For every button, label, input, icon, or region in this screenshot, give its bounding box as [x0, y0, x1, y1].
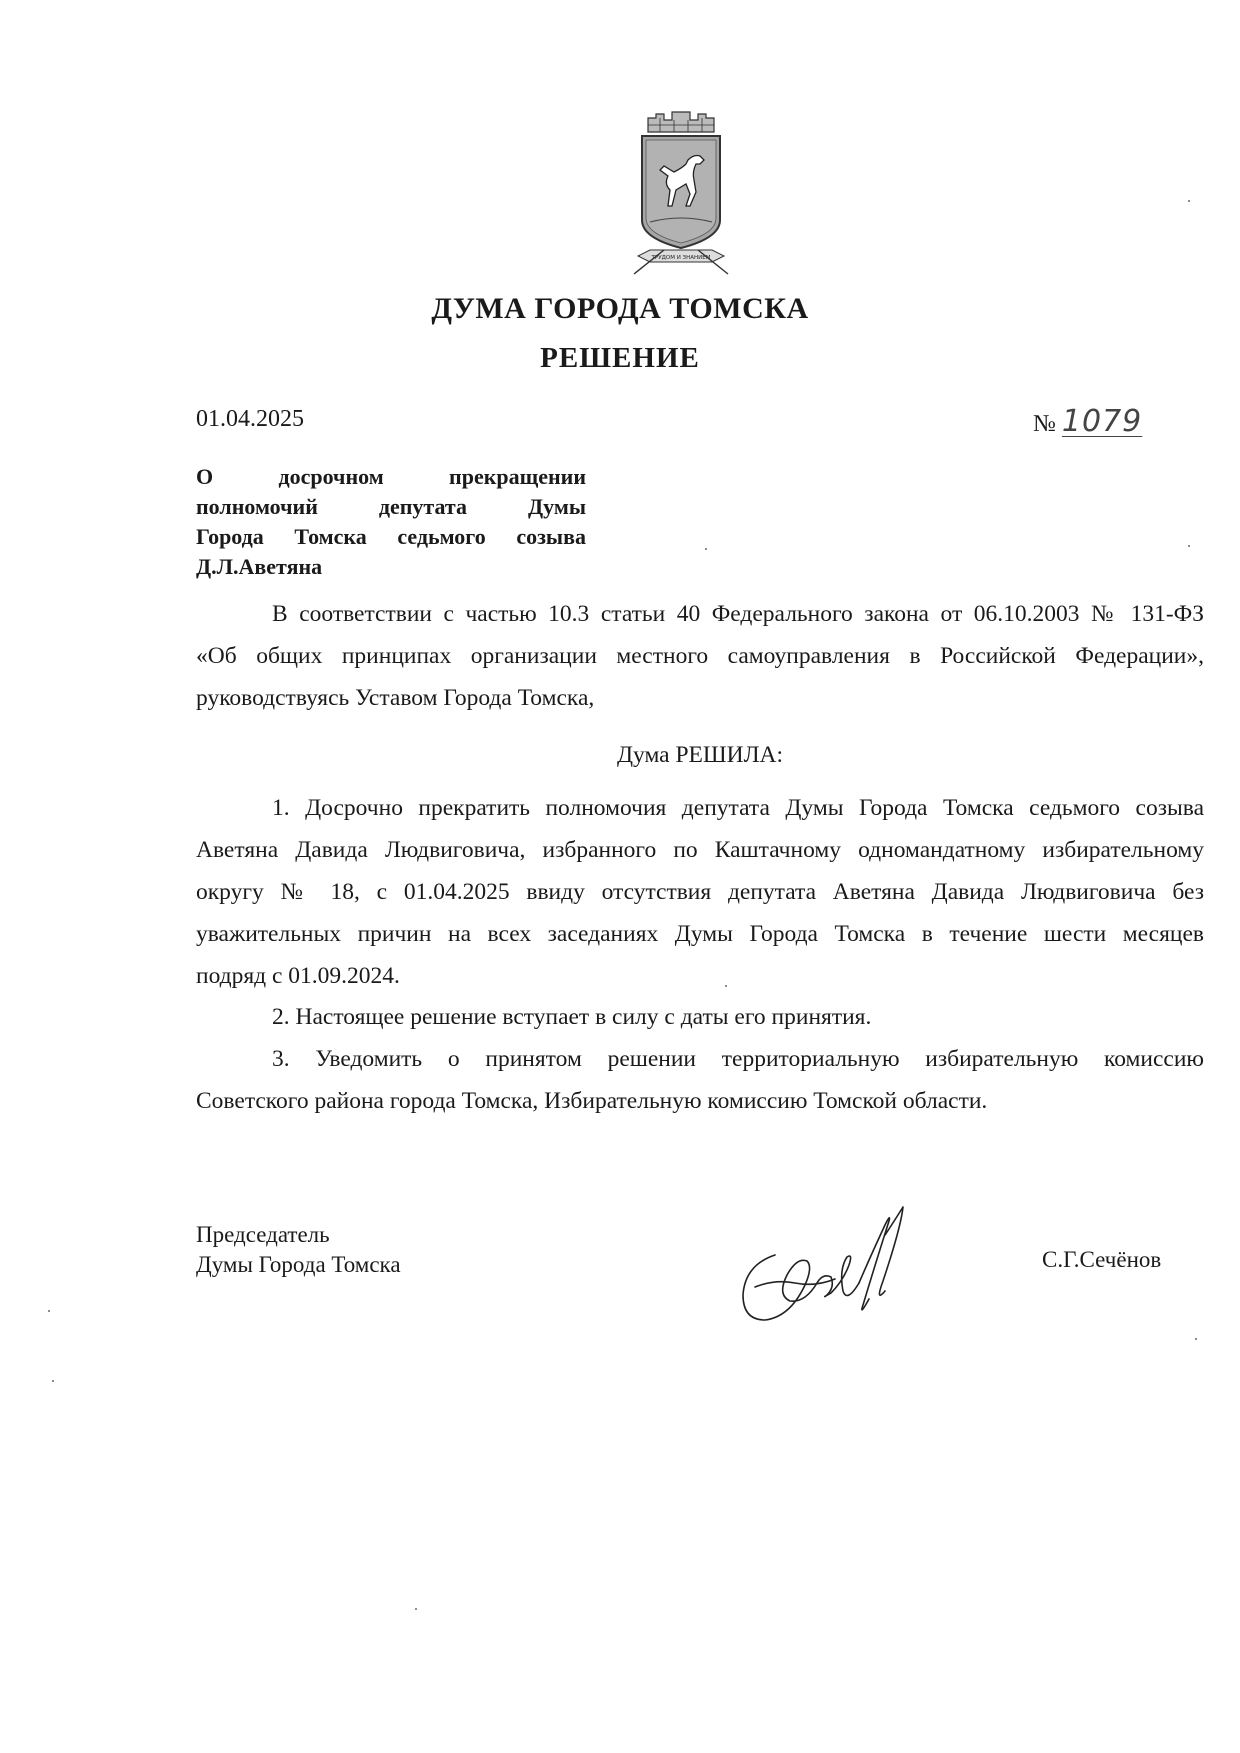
emblem-motto: ТРУДОМ И ЗНАНИЕМ — [651, 255, 711, 261]
scan-speck — [1188, 200, 1190, 202]
item-line: 2. Настоящее решение вступает в силу с даты его принятия. — [272, 1004, 872, 1030]
scan-speck — [705, 548, 707, 550]
item-line: округу № 18, с 01.04.2025 ввиду отсутствия депутата Аветяна Давида Людвиговича без — [196, 879, 1204, 905]
document-number — [1033, 404, 1142, 439]
scan-speck — [52, 1380, 54, 1382]
position-line: Председатель — [196, 1222, 330, 1247]
document-subject — [196, 462, 586, 582]
number-sign: № — [1033, 411, 1056, 437]
signatory-name: С.Г.Сечёнов — [1042, 1247, 1162, 1272]
coat-of-arms-emblem — [630, 110, 732, 280]
scan-speck — [48, 1310, 50, 1312]
decision-item-1 — [196, 787, 1204, 997]
scan-speck — [1188, 545, 1190, 547]
item-line: 3. Уведомить о принятом решении территориальную избирательную комиссию — [272, 1046, 1204, 1072]
subject-line: О досрочном прекращении — [196, 464, 586, 489]
handwritten-signature — [735, 1195, 915, 1335]
item-line: 1. Досрочно прекратить полномочия депутата Думы Города Томска седьмого созыва — [272, 795, 1204, 821]
item-line: Советского района города Томска, Избирательную комиссию Томской области. — [196, 1088, 988, 1114]
preamble — [196, 593, 1204, 719]
item-line: Аветяна Давида Людвиговича, избранного по Каштачному одномандатному избирательному — [196, 837, 1204, 863]
document-date: 01.04.2025 — [196, 406, 304, 432]
preamble-line: руководствуясь Уставом Города Томска, — [196, 685, 595, 711]
organization-title: ДУМА ГОРОДА ТОМСКА — [431, 292, 809, 325]
document-type-title: РЕШЕНИЕ — [540, 342, 700, 374]
item-line: подряд с 01.09.2024. — [196, 963, 400, 989]
decision-item-2 — [196, 996, 1204, 1038]
scan-speck — [415, 1608, 417, 1610]
decision-item-3 — [196, 1038, 1204, 1122]
preamble-line: В соответствии с частью 10.3 статьи 40 Федерального закона от 06.10.2003 № 131-ФЗ — [272, 601, 1204, 627]
subject-line: Города Томска седьмого созыва — [196, 524, 586, 549]
scan-speck — [725, 985, 727, 987]
number-value: 1079 — [1061, 404, 1143, 439]
position-line: Думы Города Томска — [196, 1252, 401, 1277]
item-line: уважительных причин на всех заседаниях Думы Города Томска в течение шести месяцев — [196, 921, 1204, 947]
decision-heading-wrap — [196, 734, 1204, 776]
subject-line: полномочий депутата Думы — [196, 494, 586, 519]
subject-line: Д.Л.Аветяна — [196, 554, 323, 579]
scan-speck — [1195, 1338, 1197, 1340]
preamble-line: «Об общих принципах организации местного самоуправления в Российской Федерации», — [196, 643, 1204, 669]
signatory-position — [196, 1220, 401, 1280]
decision-heading: Дума РЕШИЛА: — [616, 742, 784, 768]
